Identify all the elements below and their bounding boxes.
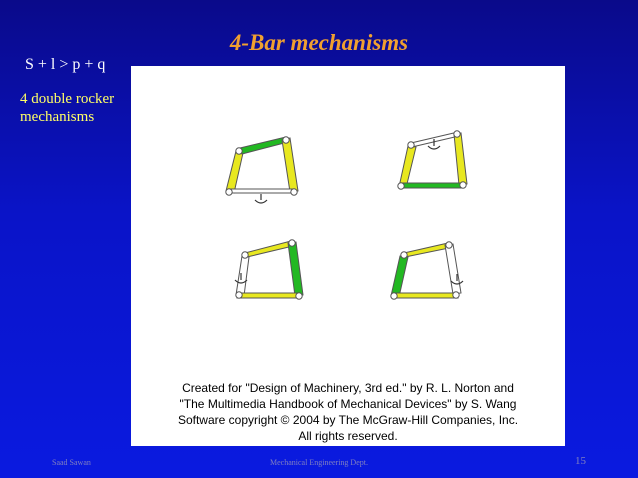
mechanism-note: 4 double rocker mechanisms	[20, 91, 115, 125]
mechanism-2	[398, 131, 467, 189]
mechanism-4-link-left	[391, 256, 408, 297]
grashof-formula: S + l > p + q	[25, 56, 106, 73]
mechanism-2-link-top	[411, 132, 459, 147]
mechanism-3	[235, 240, 303, 299]
mechanism-1-link-top	[240, 137, 288, 154]
mechanism-1-ground-symbol	[255, 194, 267, 203]
footer-department: Mechanical Engineering Dept.	[270, 458, 368, 467]
mechanism-2-link-right	[454, 133, 467, 185]
mechanism-4-link-ground	[394, 293, 458, 298]
mechanism-3-link-ground	[237, 293, 300, 298]
mechanism-4	[391, 242, 463, 299]
mechanisms-diagram	[131, 66, 565, 376]
mechanism-4-link-top	[404, 243, 449, 257]
mechanism-1	[226, 137, 298, 203]
footer-page-number: 15	[575, 455, 586, 467]
footer-author: Saad Sawan	[52, 458, 91, 467]
credits-line: Software copyright © 2004 by The McGraw-Hill Companies, Inc.	[177, 413, 519, 427]
mechanism-1-link-ground	[229, 189, 295, 193]
mechanism-2-link-left	[399, 146, 416, 188]
animation-panel	[131, 66, 565, 446]
mechanism-1-link-left	[226, 151, 243, 193]
mechanism-1-link-right	[282, 138, 298, 192]
mechanism-3-link-left	[236, 256, 249, 296]
copyright-credits	[131, 380, 565, 444]
credits-line: All rights reserved.	[298, 429, 398, 443]
credits-line: Created for "Design of Machinery, 3rd ed." by R. L. Norton and	[182, 381, 514, 395]
mechanism-3-link-top	[245, 241, 293, 257]
mechanism-4-link-right	[445, 244, 461, 294]
slide-title: 4-Bar mechanisms	[229, 30, 409, 55]
mechanism-2-link-ground	[401, 183, 464, 188]
credits-line: "The Multimedia Handbook of Mechanical Devices" by S. Wang	[179, 397, 517, 411]
mechanism-3-link-right	[288, 242, 303, 296]
